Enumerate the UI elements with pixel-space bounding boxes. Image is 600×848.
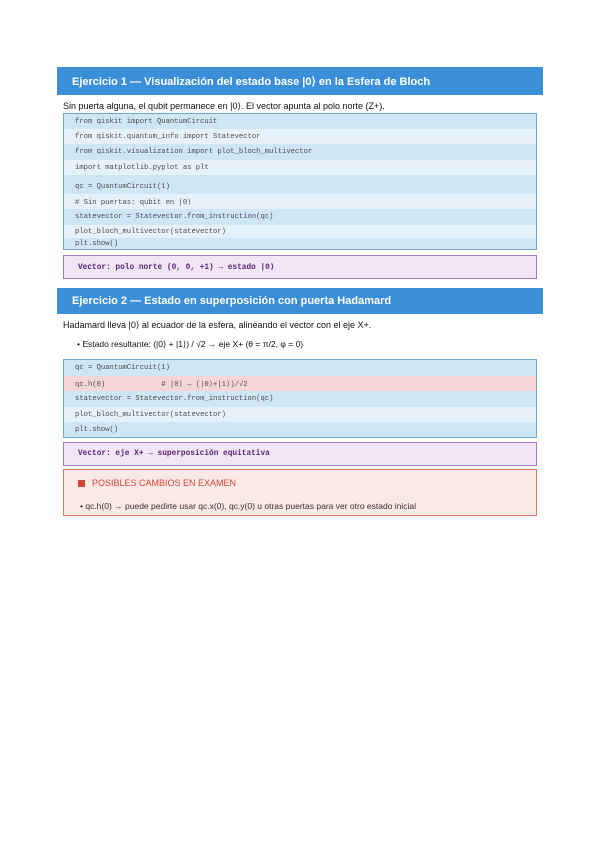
code-line: statevector = Statevector.from_instruction(qc) xyxy=(75,213,274,221)
red-square-icon xyxy=(78,480,85,487)
code-line-highlighted: qc.h(0) # |0⟩ → (|0⟩+|1⟩)/√2 xyxy=(64,376,536,391)
exercise-1-result: Vector: polo norte (0, 0, +1) → estado |0⟩ xyxy=(63,255,537,279)
code-line: from qiskit.quantum_info import Statevector xyxy=(64,129,536,144)
code-line: qc = QuantumCircuit(1) xyxy=(75,364,170,372)
code-line: qc = QuantumCircuit(1) xyxy=(75,182,170,191)
exercise-1-code-block xyxy=(63,113,537,250)
code-line: plot_bloch_multivector(statevector) xyxy=(64,407,536,422)
exercise-2-bullet: • Estado resultante: (|0⟩ + |1⟩) / √2 → eje X+ (θ = π/2, φ = 0) xyxy=(77,339,304,349)
exercise-2-header xyxy=(57,288,543,314)
exam-changes-title xyxy=(78,478,236,488)
exercise-1-header xyxy=(57,67,543,95)
code-line: from qiskit import QuantumCircuit xyxy=(75,117,218,126)
exercise-2-code-block xyxy=(63,359,537,438)
exercise-2-intro: Hadamard lleva |0⟩ al ecuador de la esfera, alineando el vector con el eje X+. xyxy=(63,320,372,330)
exercise-2-title: Ejercicio 2 — Estado en superposición con puerta Hadamard xyxy=(72,295,392,307)
code-line: plt.show() xyxy=(75,425,119,434)
exam-changes-title-text: POSIBLES CAMBIOS EN EXAMEN xyxy=(92,478,237,488)
exam-changes-item: • qc.h(0) → puede pedirte usar qc.x(0), qc.y(0) u otras puertas para ver otro estado inicial xyxy=(80,501,417,511)
code-line: plot_bloch_multivector(statevector) xyxy=(64,225,536,238)
code-line: from qiskit.visualization import plot_bloch_multivector xyxy=(75,148,313,156)
code-line: import matplotlib.pyplot as plt xyxy=(64,160,536,175)
code-line: # Sin puertas: qubit en |0⟩ xyxy=(64,194,536,209)
code-line: statevector = Statevector.from_instruction(qc) xyxy=(75,395,274,403)
exam-changes-callout xyxy=(63,469,537,516)
code-line: plt.show() xyxy=(75,240,119,248)
exercise-1-intro: Sin puerta alguna, el qubit permanece en |0⟩. El vector apunta al polo norte (Z+). xyxy=(63,101,385,111)
exercise-1-title: Ejercicio 1 — Visualización del estado base |0⟩ en la Esfera de Bloch xyxy=(72,75,431,88)
exercise-2-result: Vector: eje X+ → superposición equitativa xyxy=(63,442,537,466)
